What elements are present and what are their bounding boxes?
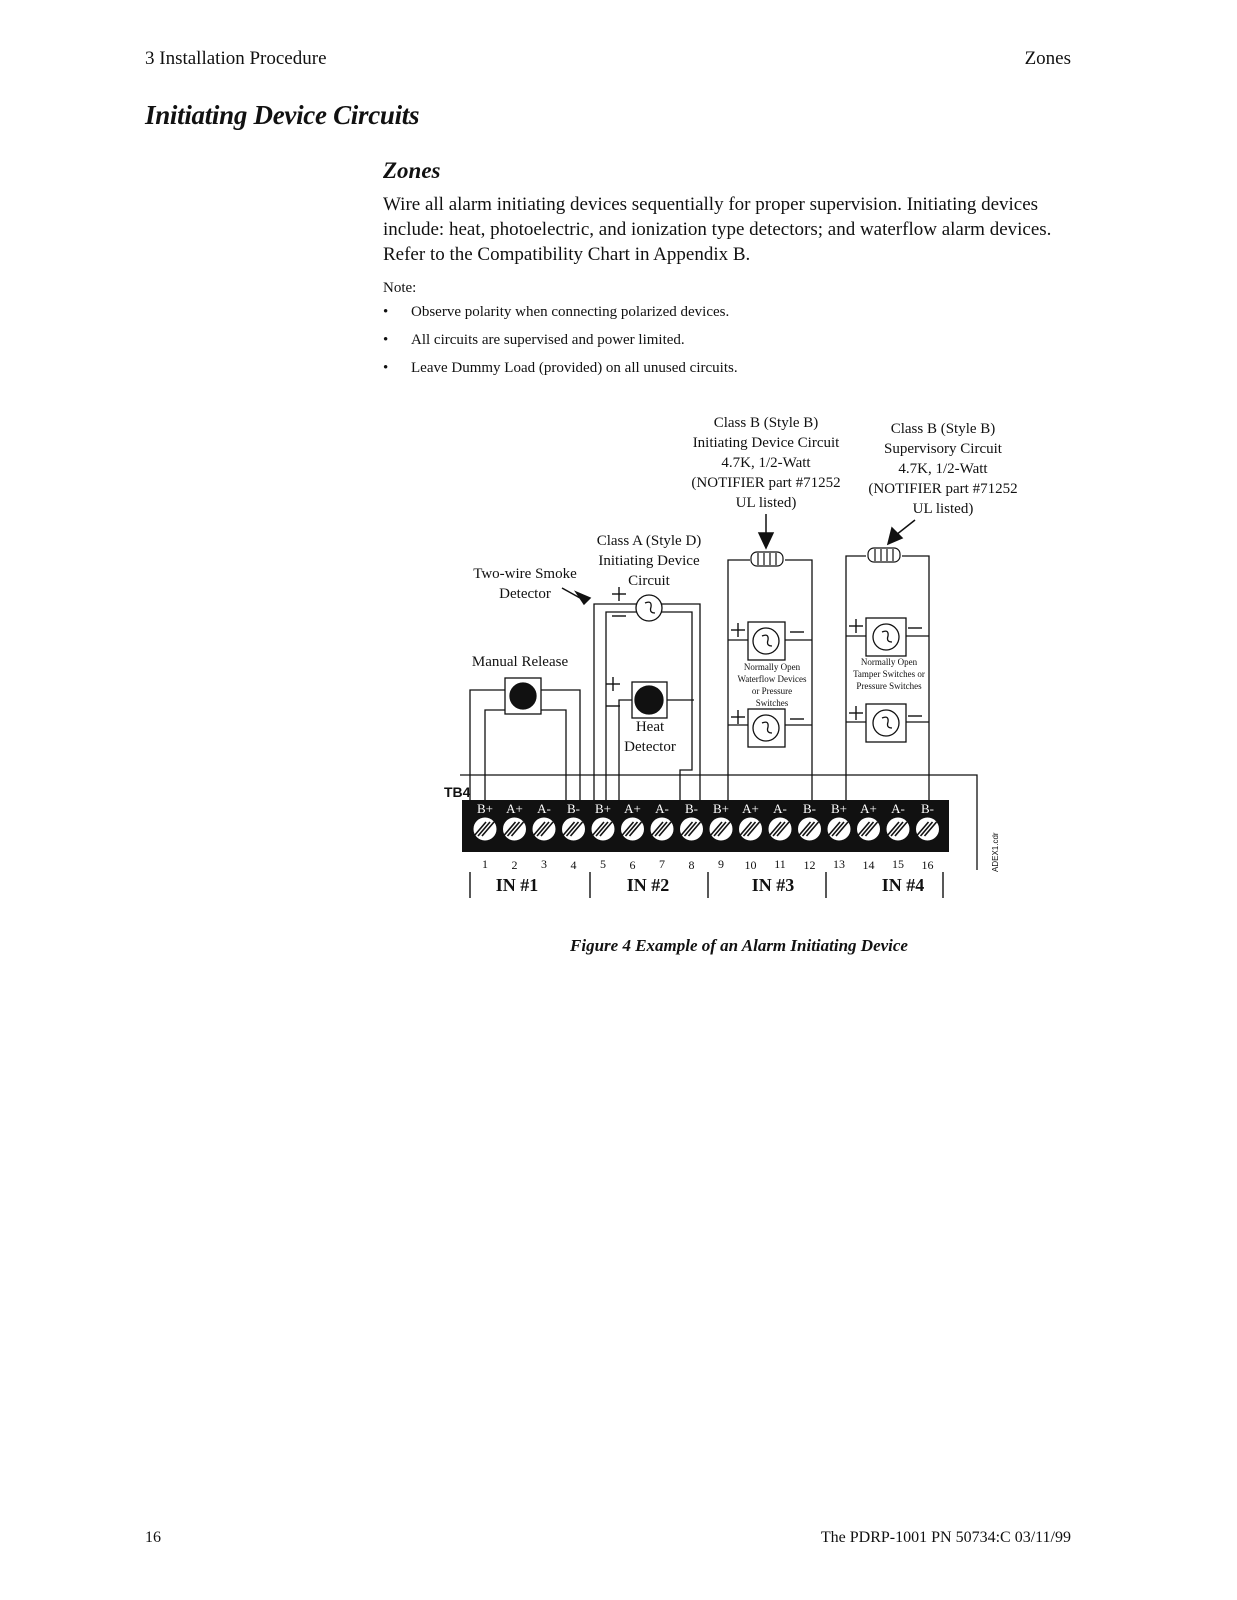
label-class-a-2: Initiating Device [598, 553, 700, 569]
label-class-a-1: Class A (Style D) [596, 533, 702, 549]
terminal-number: 11 [774, 857, 786, 871]
terminal-number: 9 [718, 857, 724, 871]
terminal-label: A- [891, 801, 905, 816]
figure-caption: Figure 4 Example of an Alarm Initiating Device [570, 936, 908, 955]
terminal-label: B- [567, 801, 580, 816]
page-title: Initiating Device Circuits [145, 100, 420, 130]
bullet-marker: • [383, 360, 389, 376]
terminal-label: A+ [742, 801, 759, 816]
label-class-b-idc-4: (NOTIFIER part #71252 [691, 475, 841, 491]
terminal-label: B+ [712, 801, 730, 816]
bullet-text: Leave Dummy Load (provided) on all unused circuits. [411, 360, 738, 376]
label-tamper-2: Tamper Switches or [853, 669, 925, 679]
label-class-b-sup-1: Class B (Style B) [890, 421, 996, 437]
intro-paragraph: Wire all alarm initiating devices sequentially for proper supervision. Initiating devices include: heat, photoelectric, and ionization type detectors; and waterflow alarm devices. Refer to the Compatibility Chart in Appendix B. [383, 194, 1052, 265]
label-class-b-idc-3: 4.7K, 1/2-Watt [721, 455, 811, 471]
smoke-detector [636, 595, 662, 621]
terminal-label: B+ [476, 801, 494, 816]
terminal-number: 4 [570, 858, 577, 872]
terminal-label: B- [685, 801, 698, 816]
label-smoke-1: Two-wire Smoke [473, 566, 577, 582]
label-waterflow-4: Switches [755, 698, 789, 708]
terminal-number: 14 [862, 858, 875, 872]
label-class-a-3: Circuit [628, 573, 670, 589]
eol-resistor-1 [751, 552, 783, 566]
arrow-head [576, 592, 590, 604]
tb4-label: TB4 [444, 784, 471, 800]
manual-release-button [510, 683, 536, 709]
terminal-number: 2 [511, 858, 518, 872]
bullet-marker: • [383, 332, 389, 348]
zone-label-in1: IN #1 [495, 875, 539, 895]
label-manual-release: Manual Release [471, 654, 569, 670]
label-smoke-2: Detector [499, 586, 551, 602]
terminal-label: A+ [624, 801, 641, 816]
terminal-number: 13 [833, 857, 845, 871]
zone-label-in3: IN #3 [751, 875, 795, 895]
label-class-b-idc-2: Initiating Device Circuit [692, 435, 840, 451]
label-class-b-idc-5: UL listed) [735, 495, 797, 511]
page-number: 16 [145, 1529, 161, 1546]
terminal-label: A+ [506, 801, 523, 816]
note-bullet [383, 332, 685, 349]
terminal-label: A+ [860, 801, 877, 816]
terminal-number: 15 [892, 857, 904, 871]
terminal-label: A- [655, 801, 669, 816]
running-header-left: 3 Installation Procedure [145, 48, 327, 69]
terminal-label: B+ [830, 801, 848, 816]
note-label: Note: [383, 280, 417, 296]
label-tamper-3: Pressure Switches [856, 681, 922, 691]
label-class-b-sup-4: (NOTIFIER part #71252 [868, 481, 1018, 497]
arrow-head [759, 533, 773, 548]
terminal-number: 1 [482, 857, 488, 871]
drawing-code: ADEX1.cdr [991, 832, 1000, 872]
arrow-line [896, 520, 915, 535]
label-class-b-sup-5: UL listed) [912, 501, 974, 517]
label-class-b-idc-1: Class B (Style B) [713, 415, 819, 431]
terminal-label: B- [921, 801, 934, 816]
section-heading: Zones [383, 158, 441, 183]
label-waterflow-2: Waterflow Devices [737, 674, 807, 684]
label-heat-2: Detector [624, 739, 676, 755]
bullet-text: Observe polarity when connecting polarized devices. [411, 304, 730, 320]
label-class-b-sup-3: 4.7K, 1/2-Watt [898, 461, 988, 477]
label-class-b-sup-2: Supervisory Circuit [884, 441, 1002, 457]
note-bullet [383, 360, 738, 377]
running-header-right: Zones [1024, 48, 1071, 69]
terminal-label: A- [773, 801, 787, 816]
zone-dividers [470, 872, 943, 898]
terminal-number: 10 [744, 858, 757, 872]
zone-label-in4: IN #4 [881, 875, 925, 895]
label-tamper-1: Normally Open [860, 657, 918, 667]
label-waterflow-3: or Pressure [751, 686, 793, 696]
terminal-number: 8 [688, 858, 695, 872]
terminal-number: 16 [921, 858, 934, 872]
arrow-head [888, 528, 902, 544]
eol-resistor-2 [868, 548, 900, 562]
terminal-number: 6 [629, 858, 636, 872]
bullet-marker: • [383, 304, 389, 320]
terminal-label: A- [537, 801, 551, 816]
label-waterflow-1: Normally Open [743, 662, 801, 672]
terminal-number: 5 [600, 857, 606, 871]
terminal-label: B+ [594, 801, 612, 816]
zone-label-in2: IN #2 [626, 875, 670, 895]
document-id: The PDRP-1001 PN 50734:C 03/11/99 [820, 1529, 1071, 1546]
bullet-text: All circuits are supervised and power limited. [411, 332, 685, 348]
terminal-number: 7 [659, 857, 665, 871]
wiring-diagram [0, 400, 1237, 920]
note-bullet [383, 304, 729, 321]
terminal-label: B- [803, 801, 816, 816]
terminal-number: 12 [803, 858, 816, 872]
label-heat-1: Heat [635, 719, 665, 735]
terminal-number: 3 [541, 857, 547, 871]
